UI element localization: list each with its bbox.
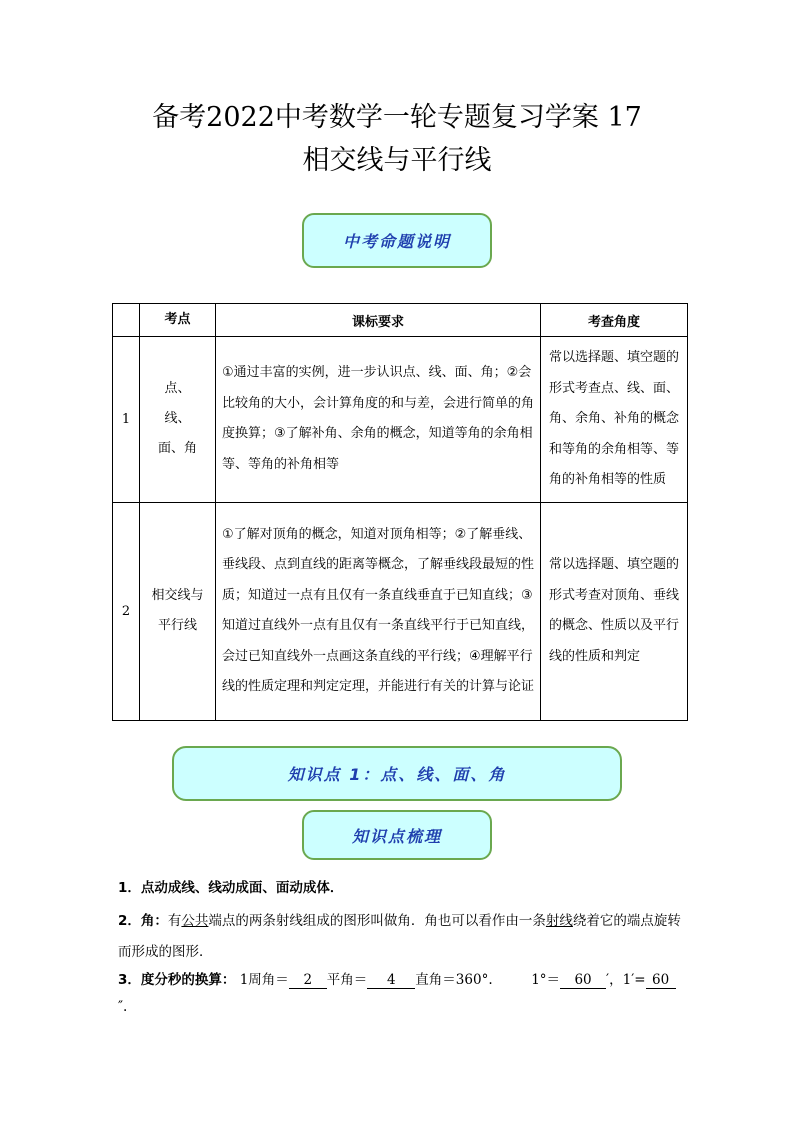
item-3-text-e: ′，1′= <box>606 972 646 988</box>
item-2-underlined-common: 公共 <box>181 913 209 929</box>
table-cell-index: 2 <box>113 502 140 720</box>
document-title-line2: 相交线与平行线 <box>302 145 492 176</box>
item-3-text-d: 1°＝ <box>531 972 561 988</box>
table-cell-angle: 常以选择题、填空题的形式考查对顶角、垂线的概念、性质以及平行线的性质和判定 <box>541 502 688 720</box>
table-cell-requirement: ①了解对顶角的概念，知道对顶角相等；②了解垂线、垂线段、点到直线的距离等概念，了解垂线段最短的性质；知道过一点有且仅有一条直线垂直于已知直线；③知道过直线外一点有且仅有一条直线平行于已知直线，会过已知直线外一点画这条直线的平行线；④理解平行线的性质定理和判定定理，并能进行有关的计算与论证 <box>216 502 541 720</box>
item-2-text-a: 有 <box>167 913 182 929</box>
summary-box <box>302 810 492 860</box>
requirements-table <box>112 303 688 721</box>
item-3-text-a: 1周角＝ <box>239 972 289 988</box>
item-1-text: 1．点动成线、线动成面、面动成体． <box>118 880 344 896</box>
item-2-underlined-ray: 射线 <box>545 913 573 929</box>
item-1 <box>118 876 688 896</box>
answer-blank-3: 60 <box>560 972 606 989</box>
item-2-text-b: 端点的两条射线组成的图形叫做角．角也可以看作由一条 <box>208 913 546 929</box>
knowledge-point-box <box>172 746 622 801</box>
table-header-index <box>113 304 140 337</box>
item-3 <box>118 968 688 989</box>
table-header-row <box>113 304 688 337</box>
table-row <box>113 502 688 720</box>
item-2-label: 2．角： <box>118 913 168 929</box>
table-row <box>113 337 688 503</box>
item-3-text-f: ″. <box>118 999 128 1015</box>
item-3-label: 3．度分秒的换算： <box>118 972 236 988</box>
table-cell-point <box>140 337 216 503</box>
item-3-text-b: 平角＝ <box>326 972 368 988</box>
table-header-requirement: 课标要求 <box>216 304 541 337</box>
section-box-exam-notes <box>302 213 492 268</box>
table-cell-point-text: 点、线、面、角 <box>157 381 197 457</box>
table-cell-angle: 常以选择题、填空题的形式考查点、线、面、角、余角、补角的概念和等角的余角相等、等角的补角相等的性质 <box>541 337 688 503</box>
item-3-text-c: 直角＝360°. <box>415 972 493 988</box>
item-3-continued <box>118 999 688 1015</box>
document-title-line1: 备考2022中考数学一轮专题复习学案 17 <box>152 102 642 133</box>
table-header-point: 考点 <box>140 304 216 337</box>
section-box-label: 中考命题说明 <box>342 232 451 251</box>
table-cell-index: 1 <box>113 337 140 503</box>
knowledge-point-label: 知识点 1：点、线、面、角 <box>287 765 507 784</box>
item-2-text-c: 绕着它的端点旋转而形成的图形． <box>118 913 681 960</box>
answer-blank-2: 4 <box>367 972 415 989</box>
item-2 <box>118 906 688 968</box>
table-cell-point-text: 相交线与平行线 <box>151 588 204 633</box>
summary-box-label: 知识点梳理 <box>351 826 442 846</box>
table-header-angle: 考查角度 <box>541 304 688 337</box>
table-cell-point <box>140 502 216 720</box>
answer-blank-4: 60 <box>646 972 676 989</box>
answer-blank-1: 2 <box>289 972 327 989</box>
table-cell-requirement: ①通过丰富的实例，进一步认识点、线、面、角；②会比较角的大小，会计算角度的和与差，会进行简单的角度换算；③了解补角、余角的概念，知道等角的余角相等、等角的补角相等 <box>216 337 541 503</box>
